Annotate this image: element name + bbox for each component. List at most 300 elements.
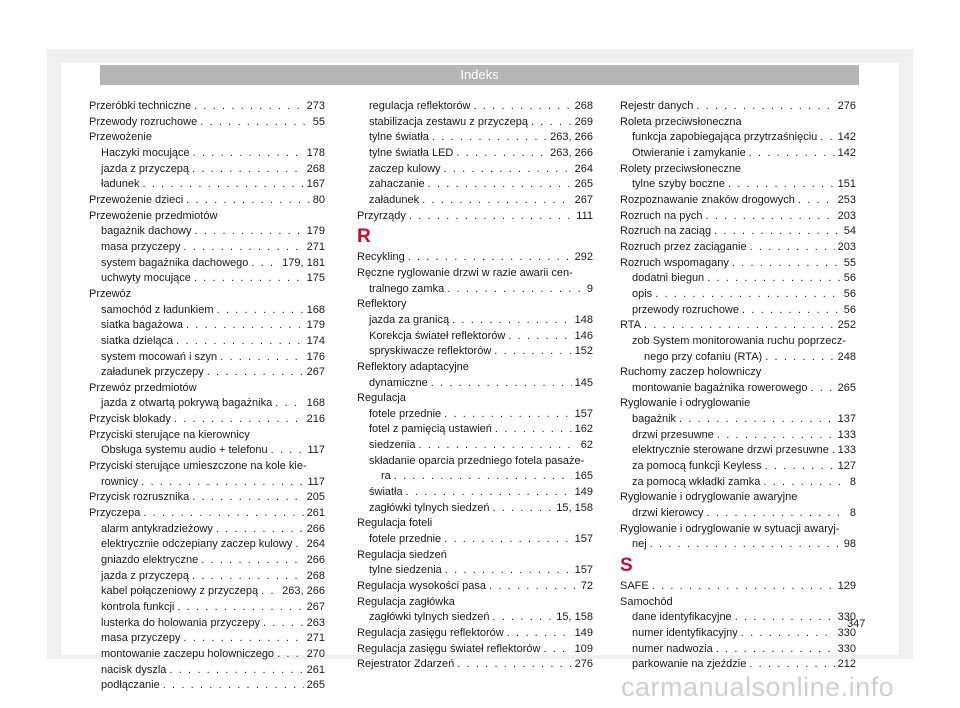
entry-page-ref[interactable]: 8	[849, 475, 856, 488]
index-entry[interactable]	[620, 303, 856, 319]
entry-page-ref[interactable]: 271	[306, 240, 325, 253]
entry-label: za pomocą wkładki zamka	[632, 475, 761, 488]
index-entry[interactable]	[620, 209, 856, 225]
entry-label: drzwi kierowcy	[632, 507, 704, 520]
index-entry[interactable]	[357, 282, 593, 298]
entry-page-ref[interactable]: 56	[843, 287, 856, 300]
dot-leader	[508, 329, 571, 345]
entry-page-ref[interactable]: 9	[586, 282, 593, 295]
index-entry[interactable]	[357, 146, 593, 162]
entry-label: siatka dzieląca	[101, 334, 174, 347]
dot-leader	[765, 350, 834, 366]
dot-leader	[832, 443, 835, 459]
entry-page-ref[interactable]: 142	[837, 131, 856, 144]
index-entry[interactable]	[89, 396, 325, 412]
page-number: 347	[847, 618, 866, 630]
index-heading: Ryglowanie i odryglowanie awaryjne	[620, 491, 798, 504]
entry-label: zagłówki tylnych siedzeń	[369, 501, 490, 514]
index-entry[interactable]	[89, 146, 325, 162]
dot-leader	[650, 537, 841, 553]
dot-leader	[820, 130, 834, 146]
index-entry[interactable]	[89, 663, 325, 679]
dot-leader	[409, 209, 573, 225]
entry-page-ref[interactable]: 266	[306, 554, 325, 567]
index-entry[interactable]	[89, 631, 325, 647]
entry-label: fotele przednie	[369, 533, 442, 546]
index-entry[interactable]	[357, 579, 593, 595]
index-entry[interactable]	[89, 569, 325, 585]
entry-page-ref[interactable]: 265	[574, 178, 593, 191]
entry-page-ref[interactable]: 55	[312, 115, 325, 128]
index-entry[interactable]	[89, 240, 325, 256]
index-heading: Rolety przeciwsłoneczne	[620, 162, 742, 175]
index-entry[interactable]	[89, 490, 325, 506]
entry-label: jazda z przyczepą	[101, 162, 190, 175]
entry-page-ref[interactable]: 148	[574, 313, 593, 326]
index-entry[interactable]	[357, 469, 593, 485]
index-entry[interactable]	[620, 177, 856, 193]
entry-page-ref[interactable]: 149	[574, 627, 593, 639]
dot-leader	[507, 626, 572, 642]
entry-page-ref[interactable]: 168	[306, 303, 325, 316]
index-entry[interactable]	[357, 193, 593, 209]
dot-leader	[408, 250, 572, 266]
entry-label: elektrycznie odczepiany zaczep kulowy	[101, 538, 293, 551]
index-entry[interactable]	[620, 443, 856, 459]
index-entry[interactable]	[620, 657, 856, 673]
index-entry[interactable]	[89, 475, 325, 491]
entry-page-ref[interactable]: 268	[574, 100, 593, 112]
dot-leader	[295, 537, 303, 553]
entry-label: nacisk dyszla	[101, 663, 167, 676]
index-entry[interactable]	[620, 459, 856, 475]
dot-leader	[811, 381, 835, 397]
dot-leader	[169, 663, 303, 679]
entry-page-ref[interactable]: 15, 158	[556, 611, 593, 624]
entry-label: Przycisk blokady	[89, 413, 171, 426]
entry-label: elektrycznie sterowane drzwi przesuwne	[632, 444, 829, 457]
entry-page-ref[interactable]: 203	[837, 240, 856, 253]
entry-label: uchwyty mocujące	[101, 272, 191, 285]
entry-page-ref[interactable]: 157	[574, 564, 593, 577]
index-entry[interactable]	[89, 443, 325, 459]
index-entry[interactable]	[357, 177, 593, 193]
entry-page-ref[interactable]: 179, 181	[282, 256, 325, 269]
dot-leader	[277, 647, 304, 663]
dot-leader	[192, 569, 304, 585]
entry-label: podłączanie	[101, 679, 160, 692]
dot-leader	[531, 115, 572, 131]
dot-leader	[706, 209, 835, 225]
dot-leader	[543, 642, 571, 658]
entry-label: nego przy cofaniu (RTA)	[644, 350, 763, 363]
index-heading: Regulacja foteli	[357, 517, 433, 530]
entry-page-ref[interactable]: 270	[306, 647, 325, 660]
entry-page-ref[interactable]: 129	[837, 580, 856, 593]
dot-leader	[428, 177, 572, 193]
index-entry[interactable]	[620, 193, 856, 209]
entry-label: fotel z pamięcią ustawień	[369, 423, 492, 436]
index-entry[interactable]	[620, 412, 856, 428]
entry-page-ref[interactable]: 248	[837, 350, 856, 363]
dot-leader	[271, 443, 305, 459]
entry-page-ref[interactable]: 165	[574, 470, 593, 483]
entry-page-ref[interactable]: 167	[306, 178, 325, 191]
index-entry[interactable]	[357, 162, 593, 178]
dot-leader	[143, 506, 303, 522]
index-entry[interactable]	[89, 647, 325, 663]
entry-label: przewody rozruchowe	[632, 303, 739, 316]
index-entry[interactable]	[357, 438, 593, 454]
dot-leader	[176, 334, 303, 350]
entry-page-ref[interactable]: 216	[306, 413, 325, 426]
entry-page-ref[interactable]: 162	[574, 423, 593, 436]
entry-page-ref[interactable]: 330	[837, 642, 856, 655]
index-entry[interactable]	[89, 318, 325, 334]
index-entry[interactable]	[620, 610, 856, 626]
index-heading: Ryglowanie i odryglowanie w sytuacji awaryj-	[620, 522, 840, 535]
entry-page-ref[interactable]: 268	[306, 162, 325, 175]
entry-label: kabel połączeniowy z przyczepą	[101, 585, 259, 598]
entry-label: siatka bagażowa	[101, 319, 183, 332]
entry-page-ref[interactable]: 168	[306, 397, 325, 410]
entry-page-ref[interactable]: 157	[574, 407, 593, 420]
entry-page-ref[interactable]: 55	[843, 256, 856, 269]
entry-label: drzwi przesuwne	[632, 428, 714, 441]
entry-label: nej	[632, 538, 647, 551]
index-entry[interactable]	[89, 350, 325, 366]
entry-label: Przewody rozruchowe	[89, 115, 198, 128]
entry-page-ref[interactable]: 271	[306, 632, 325, 645]
entry-page-ref[interactable]: 54	[843, 225, 856, 238]
entry-label: gniazdo elektryczne	[101, 554, 199, 567]
index-entry[interactable]	[620, 224, 856, 240]
index-entry[interactable]	[620, 579, 856, 595]
entry-page-ref[interactable]: 72	[580, 580, 593, 593]
index-heading: Ręczne ryglowanie drzwi w razie awarii cen-	[357, 266, 573, 279]
entry-label: stabilizacja zestawu z przyczepą	[369, 115, 528, 128]
entry-page-ref[interactable]: 292	[574, 251, 593, 264]
entry-page-ref[interactable]: 205	[306, 491, 325, 504]
index-entry[interactable]	[620, 475, 856, 491]
index-entry[interactable]	[620, 537, 856, 553]
entry-page-ref[interactable]: 127	[837, 460, 856, 473]
dot-leader	[194, 271, 304, 287]
entry-page-ref[interactable]: 8	[849, 507, 856, 520]
index-heading: Reflektory	[357, 298, 407, 311]
index-entry[interactable]	[620, 428, 856, 444]
entry-label: masa przyczepy	[101, 632, 181, 645]
dot-leader	[750, 240, 835, 256]
dot-leader	[798, 193, 835, 209]
entry-label: opis	[632, 287, 653, 300]
dot-leader	[418, 438, 577, 454]
entry-label: Przeróbki techniczne	[89, 100, 192, 112]
entry-page-ref[interactable]: 98	[843, 538, 856, 551]
index-entry[interactable]	[620, 318, 856, 334]
entry-page-ref[interactable]: 263, 266	[550, 146, 593, 159]
entry-page-ref[interactable]: 175	[306, 272, 325, 285]
dot-leader	[763, 475, 846, 491]
entry-page-ref[interactable]: 151	[837, 178, 856, 191]
entry-label: tylne siedzenia	[369, 564, 442, 577]
entry-label: funkcja zapobiegająca przytrzaśnięciu	[632, 131, 818, 144]
entry-page-ref[interactable]: 178	[306, 146, 325, 159]
index-entry[interactable]	[89, 365, 325, 381]
entry-label: regulacja reflektorów	[369, 100, 471, 112]
entry-label: dynamiczne	[369, 376, 428, 389]
entry-page-ref[interactable]: 263, 266	[550, 131, 593, 144]
index-heading: Regulacja zagłówka	[357, 595, 455, 608]
index-entry[interactable]	[357, 610, 593, 626]
entry-label: spryskiwacze reflektorów	[369, 345, 492, 358]
index-entry[interactable]	[357, 209, 593, 225]
entry-page-ref[interactable]: 267	[574, 193, 593, 206]
entry-page-ref[interactable]: 179	[306, 319, 325, 332]
index-entry[interactable]	[89, 193, 325, 209]
dot-leader	[422, 193, 571, 209]
index-entry[interactable]	[357, 344, 593, 360]
entry-label: jazda za granicą	[369, 313, 450, 326]
index-entry[interactable]	[357, 407, 593, 423]
index-entry[interactable]	[89, 537, 325, 553]
entry-page-ref[interactable]: 109	[574, 642, 593, 655]
entry-page-ref[interactable]: 263	[306, 616, 325, 629]
entry-page-ref[interactable]: 56	[843, 272, 856, 285]
entry-page-ref[interactable]: 203	[837, 209, 856, 222]
index-entry[interactable]	[89, 99, 325, 115]
dot-leader	[193, 146, 304, 162]
index-entry[interactable]	[89, 600, 325, 616]
entry-page-ref[interactable]: 263, 266	[282, 585, 325, 598]
index-heading: Przyciski sterujące na kierownicy	[89, 428, 250, 441]
entry-page-ref[interactable]: 330	[837, 627, 856, 639]
entry-label: bagażnik	[632, 413, 677, 426]
index-entry[interactable]	[357, 376, 593, 392]
dot-leader	[644, 318, 835, 334]
dot-leader	[183, 631, 303, 647]
index-entry[interactable]	[89, 522, 325, 538]
entry-label: numer identyfikacyjny	[632, 627, 738, 639]
entry-page-ref[interactable]: 212	[837, 658, 856, 671]
index-heading: Przewożenie przedmiotów	[89, 209, 218, 222]
dot-leader	[431, 376, 572, 392]
dot-leader	[186, 193, 310, 209]
entry-page-ref[interactable]: 142	[837, 146, 856, 159]
index-heading: Przewożenie	[89, 131, 152, 144]
entry-label: zahaczanie	[369, 178, 425, 191]
entry-page-ref[interactable]: 179	[306, 225, 325, 238]
dot-leader	[735, 610, 835, 626]
index-heading: Ruchomy zaczep holowniczy	[620, 366, 762, 379]
index-heading: Samochód	[620, 595, 673, 608]
index-entry[interactable]	[89, 412, 325, 428]
entry-page-ref[interactable]: 56	[843, 303, 856, 316]
entry-page-ref[interactable]: 145	[574, 376, 593, 389]
entry-label: Rejestrator Zdarzeń	[357, 658, 455, 671]
index-heading: Regulacja siedzeń	[357, 548, 447, 561]
entry-page-ref[interactable]: 62	[580, 439, 593, 452]
entry-page-ref[interactable]: 15, 158	[556, 501, 593, 514]
entry-page-ref[interactable]: 265	[306, 679, 325, 692]
entry-page-ref[interactable]: 152	[574, 345, 593, 358]
entry-page-ref[interactable]: 261	[306, 507, 325, 520]
entry-page-ref[interactable]: 146	[574, 329, 593, 342]
entry-page-ref[interactable]: 264	[306, 538, 325, 551]
dot-leader	[143, 177, 304, 193]
entry-label: alarm antykradzieżowy	[101, 522, 213, 535]
entry-label: Przewożenie dzieci	[89, 193, 184, 206]
index-entry[interactable]	[620, 146, 856, 162]
entry-page-ref[interactable]: 273	[306, 100, 325, 112]
entry-label: jazda z otwartą pokrywą bagażnika	[101, 397, 273, 410]
entry-page-ref[interactable]: 174	[306, 334, 325, 347]
entry-page-ref[interactable]: 80	[312, 193, 325, 206]
index-entry[interactable]	[89, 271, 325, 287]
index-entry[interactable]	[620, 381, 856, 397]
index-entry[interactable]	[620, 271, 856, 287]
index-title: Indeks	[460, 67, 499, 82]
dot-leader	[495, 422, 572, 438]
dot-leader	[251, 256, 279, 272]
dot-leader	[186, 318, 304, 334]
entry-page-ref[interactable]: 133	[837, 444, 856, 457]
dot-leader	[174, 412, 304, 428]
index-heading: Ryglowanie i odryglowanie	[620, 397, 751, 410]
index-entry[interactable]	[620, 240, 856, 256]
index-entry[interactable]	[89, 616, 325, 632]
index-heading: Regulacja	[357, 392, 406, 405]
index-entry[interactable]	[89, 115, 325, 131]
entry-label: załadunek przyczepy	[101, 366, 204, 379]
index-entry[interactable]	[89, 256, 325, 272]
index-entry[interactable]	[620, 99, 856, 115]
dot-leader	[261, 584, 279, 600]
index-entry[interactable]	[620, 506, 856, 522]
entry-page-ref[interactable]: 253	[837, 193, 856, 206]
dot-leader	[406, 485, 572, 501]
dot-leader	[394, 469, 572, 485]
entry-label: tylne światła LED	[369, 146, 454, 159]
dot-leader	[207, 365, 304, 381]
dot-leader	[217, 303, 304, 319]
index-entry[interactable]	[89, 224, 325, 240]
dot-leader	[220, 350, 303, 366]
index-entry[interactable]	[357, 657, 593, 673]
dot-leader	[447, 282, 584, 298]
dot-leader	[707, 271, 841, 287]
dot-leader	[696, 99, 834, 115]
index-entry[interactable]	[357, 115, 593, 131]
entry-label: Otwieranie i zamykanie	[632, 146, 746, 159]
index-entry[interactable]	[357, 532, 593, 548]
index-entry[interactable]	[620, 642, 856, 658]
entry-label: fotele przednie	[369, 407, 442, 420]
index-entry[interactable]	[620, 626, 856, 642]
index-entry[interactable]	[620, 256, 856, 272]
index-entry[interactable]	[357, 329, 593, 345]
dot-leader	[141, 475, 304, 491]
dot-leader	[655, 287, 841, 303]
index-entry[interactable]	[89, 334, 325, 350]
index-entry[interactable]	[89, 553, 325, 569]
entry-label: Recykling	[357, 251, 405, 264]
dot-leader	[275, 396, 303, 412]
entry-label: Regulacja zasięgu reflektorów	[357, 627, 504, 639]
entry-page-ref[interactable]: 267	[306, 366, 325, 379]
index-entry[interactable]	[89, 162, 325, 178]
entry-page-ref[interactable]: 252	[837, 319, 856, 332]
index-entry[interactable]	[357, 485, 593, 501]
entry-label: Rozruch na zaciąg	[620, 225, 712, 238]
dot-leader	[474, 99, 572, 115]
entry-page-ref[interactable]: 265	[837, 381, 856, 394]
index-entry[interactable]	[357, 626, 593, 642]
index-entry[interactable]	[89, 506, 325, 522]
entry-page-ref[interactable]: 157	[574, 533, 593, 546]
dot-leader	[263, 616, 304, 632]
dot-leader	[444, 532, 571, 548]
entry-page-ref[interactable]: 276	[574, 658, 593, 671]
index-entry[interactable]	[89, 303, 325, 319]
index-heading: składanie oparcia przedniego fotela pasaże-	[369, 454, 585, 467]
entry-page-ref[interactable]: 264	[574, 162, 593, 175]
entry-page-ref[interactable]: 330	[837, 611, 856, 624]
section-letter: S	[620, 555, 633, 577]
dot-leader	[714, 224, 841, 240]
dot-leader	[195, 224, 304, 240]
entry-page-ref[interactable]: 268	[306, 569, 325, 582]
entry-page-ref[interactable]: 276	[837, 100, 856, 112]
index-entry[interactable]	[357, 642, 593, 658]
dot-leader	[456, 146, 547, 162]
index-entry[interactable]	[620, 130, 856, 146]
entry-page-ref[interactable]: 117	[307, 444, 325, 457]
entry-page-ref[interactable]: 269	[574, 115, 593, 128]
index-entry[interactable]	[357, 563, 593, 579]
entry-page-ref[interactable]: 267	[306, 601, 325, 613]
index-entry[interactable]	[357, 250, 593, 266]
entry-label: SAFE	[620, 580, 649, 593]
index-entry[interactable]	[620, 350, 856, 366]
index-entry[interactable]	[620, 287, 856, 303]
index-entry[interactable]	[357, 313, 593, 329]
index-entry[interactable]	[357, 99, 593, 115]
index-entry[interactable]	[89, 584, 325, 600]
entry-page-ref[interactable]: 266	[306, 522, 325, 535]
entry-page-ref[interactable]: 176	[306, 350, 325, 363]
index-entry[interactable]	[89, 678, 325, 694]
index-column-3	[620, 99, 856, 673]
dot-leader	[444, 162, 572, 178]
entry-label: parkowanie na zjeździe	[632, 658, 747, 671]
index-entry[interactable]	[89, 177, 325, 193]
index-entry[interactable]	[357, 130, 593, 146]
dot-leader	[444, 407, 571, 423]
entry-page-ref[interactable]: 133	[837, 428, 856, 441]
index-entry[interactable]	[357, 422, 593, 438]
index-entry[interactable]	[357, 501, 593, 517]
entry-page-ref[interactable]: 111	[576, 209, 593, 222]
dot-leader	[492, 610, 553, 626]
entry-label: zagłówki tylnych siedzeń	[369, 611, 490, 624]
entry-page-ref[interactable]: 149	[574, 486, 593, 499]
entry-page-ref[interactable]: 137	[837, 413, 856, 426]
dot-leader	[177, 600, 303, 616]
entry-label: montowanie bagażnika rowerowego	[632, 381, 808, 394]
entry-page-ref[interactable]: 261	[306, 663, 325, 676]
entry-page-ref[interactable]: 117	[307, 475, 325, 488]
